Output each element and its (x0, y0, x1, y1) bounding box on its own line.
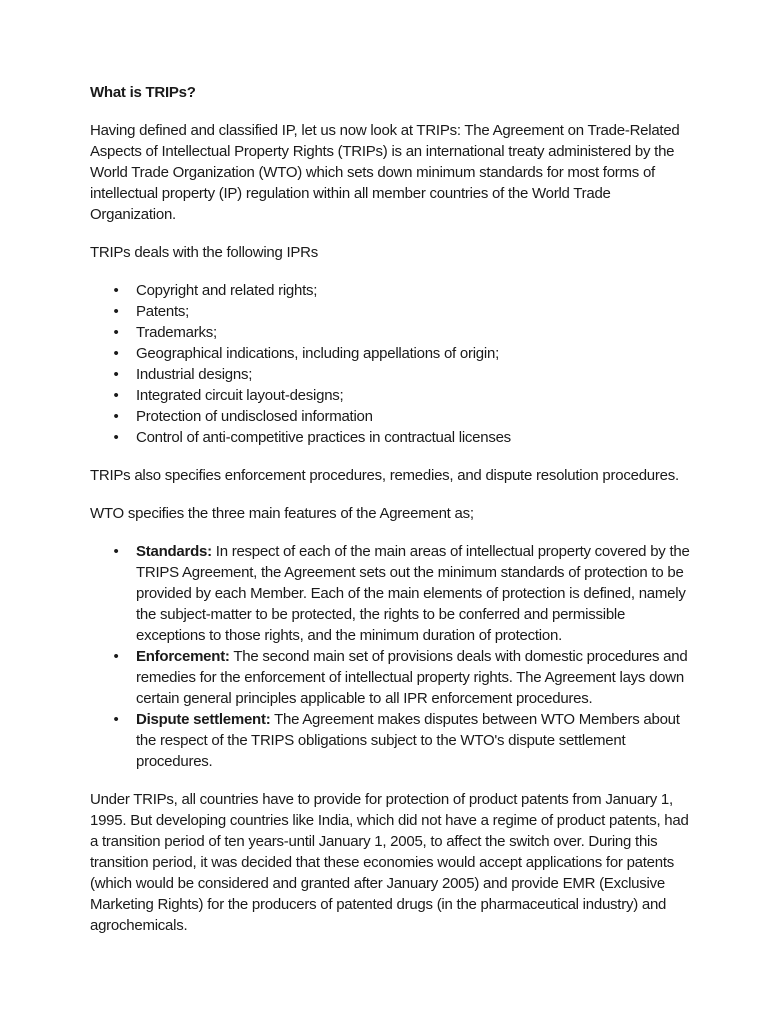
bullet-icon: • (113, 648, 119, 665)
feature-text: The second main set of provisions deals with domestic procedures and remedies for the enforcement of intellectual property rights. The Agreement lays down certain general principles applicable to all IPR enforcement procedures. (136, 648, 688, 707)
list-item (113, 322, 690, 343)
list-item-text: Trademarks; (136, 324, 217, 341)
list-item (113, 301, 690, 322)
list-item (113, 385, 690, 406)
bullet-icon: • (113, 543, 119, 560)
bullet-icon: • (113, 387, 119, 404)
bullet-icon: • (113, 324, 119, 341)
section-heading: What is TRIPs? (90, 84, 196, 101)
intro-paragraph: Having defined and classified IP, let us now look at TRIPs: The Agreement on Trade-Related Aspects of Intellectual Property Rights (TRIPs) is an international treaty administered by the World Trade Organization (WTO) which sets down minimum standards for most forms of intellectual property (IP) regulation within all member countries of the World Trade Organization. (90, 122, 680, 223)
document-page (90, 82, 690, 953)
feature-text: In respect of each of the main areas of intellectual property covered by the TRIPS Agreement, the Agreement sets out the minimum standards of protection to be provided by each Member. Each of the main elements of protection is defined, namely the subject-matter to be protected, the rights to be conferred and permissible exceptions to those rights, and the minimum duration of protection. (136, 543, 690, 644)
bullet-icon: • (113, 408, 119, 425)
feature-item-enforcement (113, 646, 690, 709)
features-lead-paragraph: WTO specifies the three main features of the Agreement as; (90, 505, 474, 522)
list-item-text: Patents; (136, 303, 190, 320)
list-item-text: Control of anti-competitive practices in contractual licenses (136, 429, 511, 446)
feature-item-dispute-settlement (113, 709, 690, 772)
bullet-icon: • (113, 429, 119, 446)
closing-paragraph: Under TRIPs, all countries have to provide for protection of product patents from January 1, 1995. But developing countries like India, which did not have a regime of product patents, had a transition period of ten years-until January 1, 2005, to affect the switch over. During this transition period, it was decided that these economies would accept applications for patents (which would be considered and granted after January 2005) and provide EMR (Exclusive Marketing Rights) for the producers of patented drugs (in the pharmaceutical industry) and agrochemicals. (90, 791, 689, 934)
iprs-list (90, 280, 690, 448)
list-item-text: Integrated circuit layout-designs; (136, 387, 344, 404)
feature-title: Dispute settlement: (136, 711, 271, 728)
list-item (113, 343, 690, 364)
list-item-text: Copyright and related rights; (136, 282, 318, 299)
enforcement-paragraph: TRIPs also specifies enforcement procedures, remedies, and dispute resolution procedures. (90, 467, 679, 484)
features-list (90, 541, 690, 772)
list-item (113, 280, 690, 301)
feature-title: Enforcement: (136, 648, 230, 665)
feature-item-standards (113, 541, 690, 646)
iprs-lead-paragraph: TRIPs deals with the following IPRs (90, 244, 319, 261)
bullet-icon: • (113, 282, 119, 299)
bullet-icon: • (113, 711, 119, 728)
list-item-text: Industrial designs; (136, 366, 253, 383)
list-item-text: Geographical indications, including appellations of origin; (136, 345, 499, 362)
feature-text: The Agreement makes disputes between WTO Members about the respect of the TRIPS obligations subject to the WTO's dispute settlement procedures. (136, 711, 680, 770)
bullet-icon: • (113, 303, 119, 320)
list-item (113, 364, 690, 385)
bullet-icon: • (113, 345, 119, 362)
list-item (113, 427, 690, 448)
list-item-text: Protection of undisclosed information (136, 408, 373, 425)
feature-title: Standards: (136, 543, 212, 560)
list-item (113, 406, 690, 427)
bullet-icon: • (113, 366, 119, 383)
